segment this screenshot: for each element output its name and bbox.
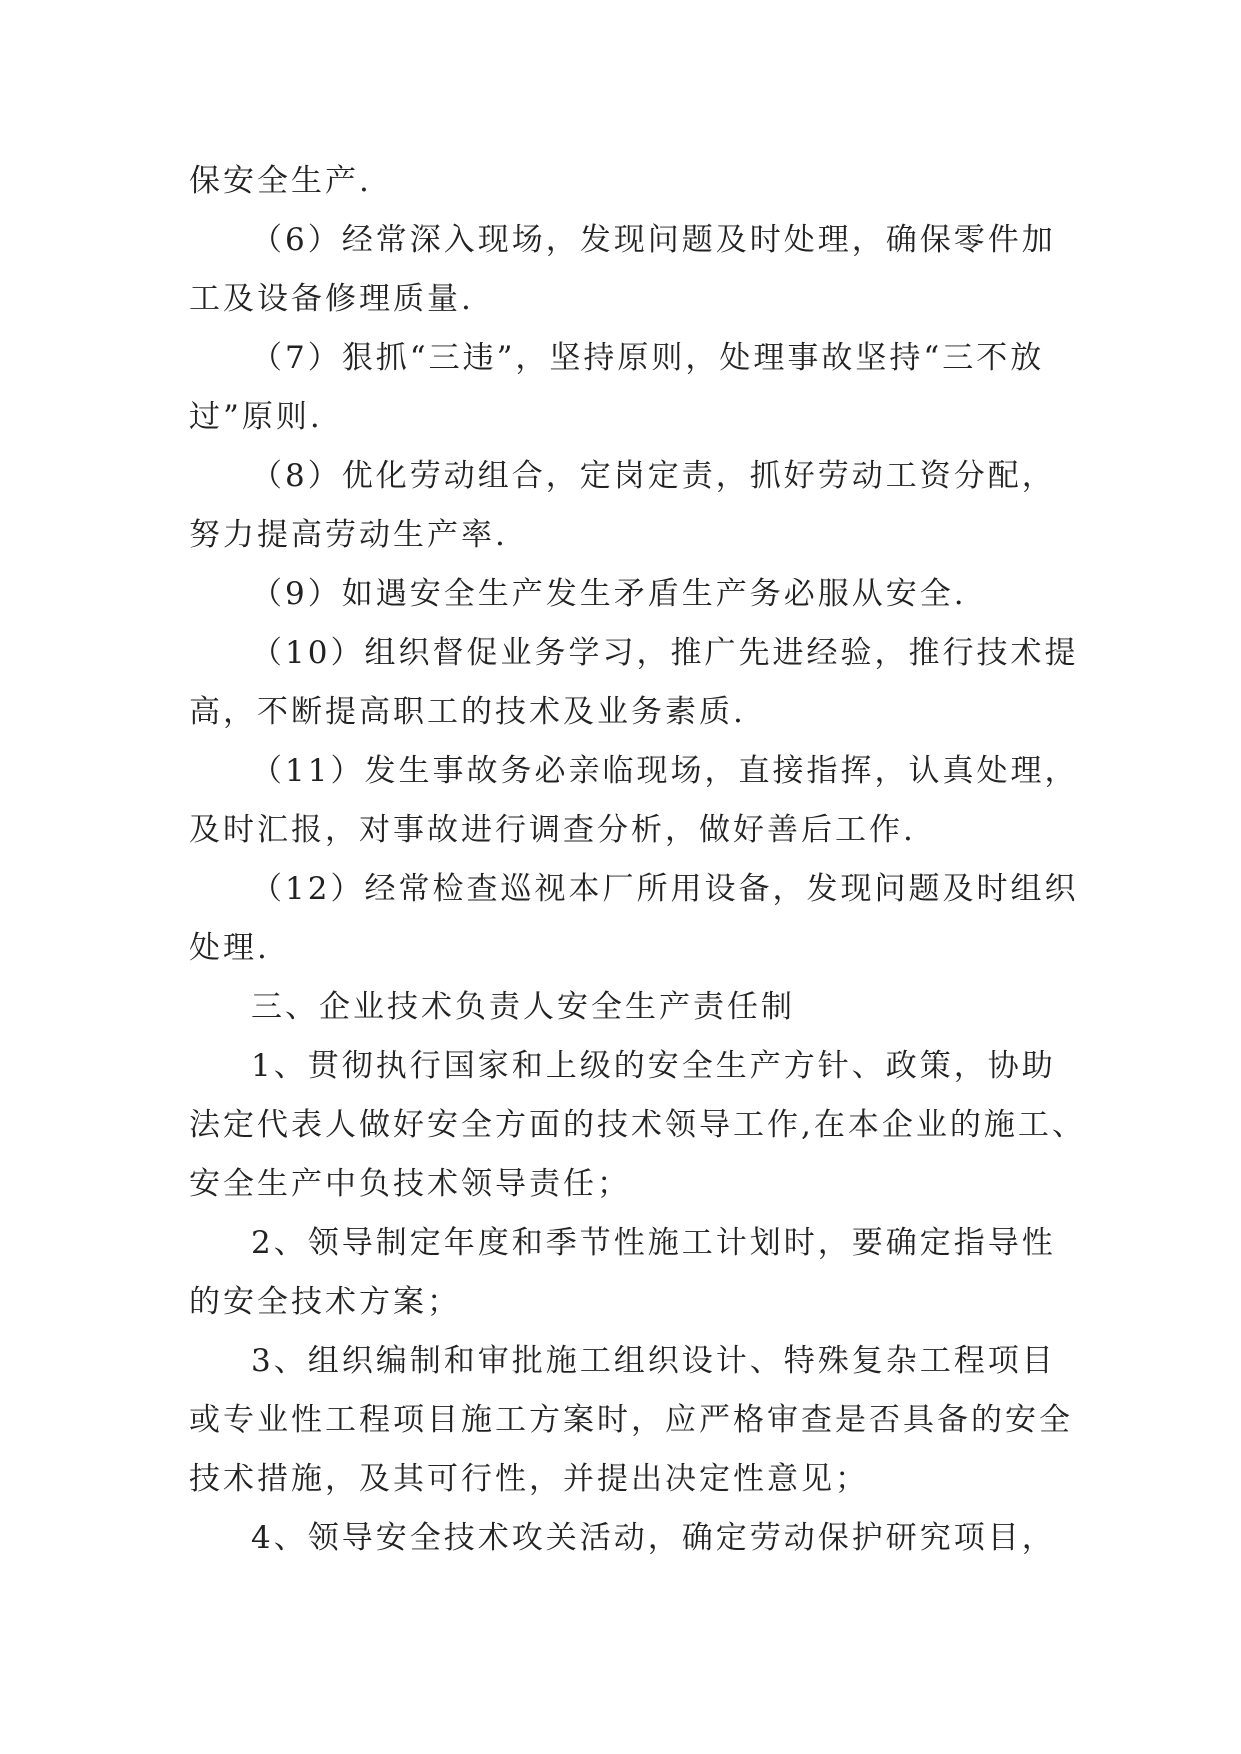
text-line: 过”原则. xyxy=(189,399,323,435)
text-line: （10）组织督促业务学习，推广先进经验，推行技术提 xyxy=(251,635,1079,671)
text-line: 三、企业技术负责人安全生产责任制 xyxy=(251,989,795,1025)
text-line: （7）狠抓“三违”，坚持原则，处理事故坚持“三不放 xyxy=(251,340,1045,376)
text-line: 高，不断提高职工的技术及业务素质. xyxy=(189,694,746,730)
text-line: 技术措施，及其可行性，并提出决定性意见； xyxy=(189,1461,869,1497)
text-line: （8）优化劳动组合，定岗定责，抓好劳动工资分配， xyxy=(251,458,1056,494)
text-line: 保安全生产. xyxy=(189,163,372,199)
text-line: （12）经常检查巡视本厂所用设备，发现问题及时组织 xyxy=(251,871,1079,907)
text-line: 安全生产中负技术领导责任； xyxy=(189,1166,631,1202)
text-line: 2、领导制定年度和季节性施工计划时，要确定指导性 xyxy=(251,1225,1056,1261)
text-line: 3、组织编制和审批施工组织设计、特殊复杂工程项目 xyxy=(251,1343,1056,1379)
text-line: （9）如遇安全生产发生矛盾生产务必服从安全. xyxy=(251,576,967,612)
text-line: 法定代表人做好安全方面的技术领导工作,在本企业的施工、 xyxy=(189,1107,1086,1143)
document-body xyxy=(189,152,1086,1568)
text-line: 的安全技术方案； xyxy=(189,1284,461,1320)
text-line: （6）经常深入现场，发现问题及时处理，确保零件加 xyxy=(251,222,1056,258)
text-line: 努力提高劳动生产率. xyxy=(189,517,508,553)
text-line: 或专业性工程项目施工方案时，应严格审查是否具备的安全 xyxy=(189,1402,1073,1438)
text-line: 工及设备修理质量. xyxy=(189,281,474,317)
text-line: 处理. xyxy=(189,930,270,966)
text-line: 及时汇报，对事故进行调查分析，做好善后工作. xyxy=(189,812,916,848)
text-line: 1、贯彻执行国家和上级的安全生产方针、政策，协助 xyxy=(251,1048,1056,1084)
text-line: （11）发生事故务必亲临现场，直接指挥，认真处理， xyxy=(251,753,1079,789)
text-line: 4、领导安全技术攻关活动，确定劳动保护研究项目， xyxy=(251,1520,1056,1556)
